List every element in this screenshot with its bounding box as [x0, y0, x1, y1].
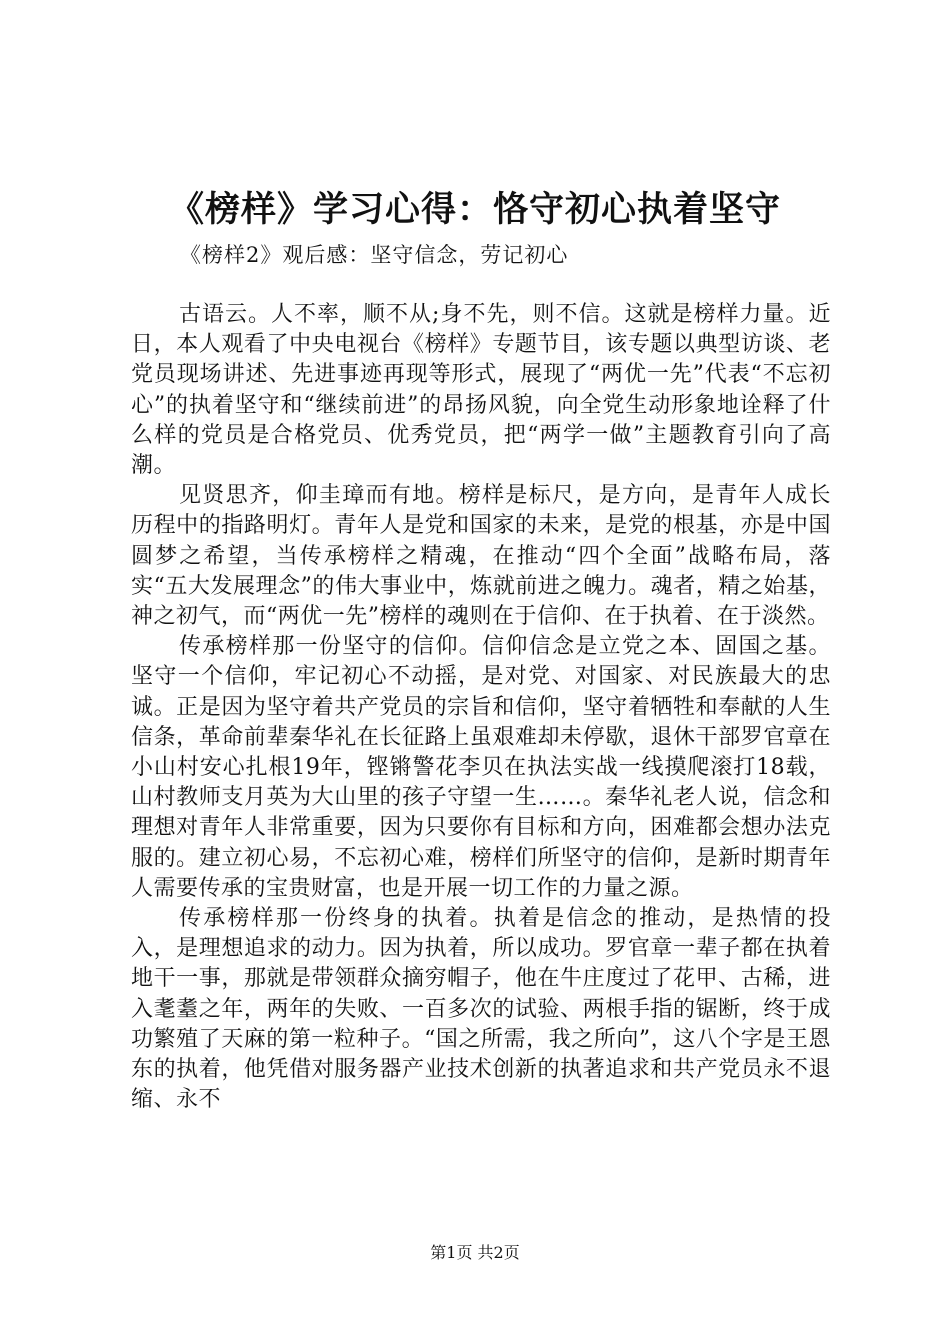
document-subtitle: 《榜样2》观后感：坚守信念，劳记初心	[180, 243, 569, 267]
page-number-footer: 第1页 共2页	[430, 1243, 520, 1262]
paragraph: 见贤思齐，仰圭璋而有地。榜样是标尺，是方向，是青年人成长历程中的指路明灯。青年人是党和国家的未来，是党的根基，亦是中国圆梦之希望，当传承榜样之精魂，在推动“四个全面”战略布局，落实“五大发展理念”的伟大事业中，炼就前进之魄力。魂者，精之始基，神之初气，而“两优一先”榜样的魂则在于信仰、在于执着、在于淡然。	[131, 483, 831, 630]
paragraph: 传承榜样那一份终身的执着。执着是信念的推动，是热情的投入，是理想追求的动力。因为执着，所以成功。罗官章一辈子都在执着地干一事，那就是带领群众摘穷帽子，他在牛庄度过了花甲、古稀，进入耄耋之年，两年的失败、一百多次的试验、两根手指的锯断，终于成功繁殖了天麻的第一粒种子。“国之所需，我之所向”，这八个字是王恩东的执着，他凭借对服务器产业技术创新的执著追求和共产党员永不退缩、永不	[131, 906, 831, 1113]
document-body	[131, 300, 831, 1115]
paragraph: 传承榜样那一份坚守的信仰。信仰信念是立党之本、固国之基。坚守一个信仰，牢记初心不动摇，是对党、对国家、对民族最大的忠诚。正是因为坚守着共产党员的宗旨和信仰，坚守着牺牲和奉献的人生信条，革命前辈秦华礼在长征路上虽艰难却未停歇，退休干部罗官章在小山村安心扎根19年，铿锵警花李贝在执法实战一线摸爬滚打18载，山村教师支月英为大山里的孩子守望一生……。秦华礼老人说，信念和理想对青年人非常重要，因为只要你有目标和方向，困难都会想办法克服的。建立初心易，不忘初心难，榜样们所坚守的信仰，是新时期青年人需要传承的宝贵财富，也是开展一切工作的力量之源。	[131, 634, 831, 901]
paragraph: 古语云。人不率，顺不从;身不先，则不信。这就是榜样力量。近日，本人观看了中央电视台《榜样》专题节目，该专题以典型访谈、老党员现场讲述、先进事迹再现等形式，展现了“两优一先”代表“不忘初心”的执着坚守和“继续前进”的昂扬风貌，向全党生动形象地诠释了什么样的党员是合格党员、优秀党员，把“两学一做”主题教育引向了高潮。	[131, 302, 831, 479]
document-title: 《榜样》学习心得：恪守初心执着坚守	[168, 189, 781, 230]
